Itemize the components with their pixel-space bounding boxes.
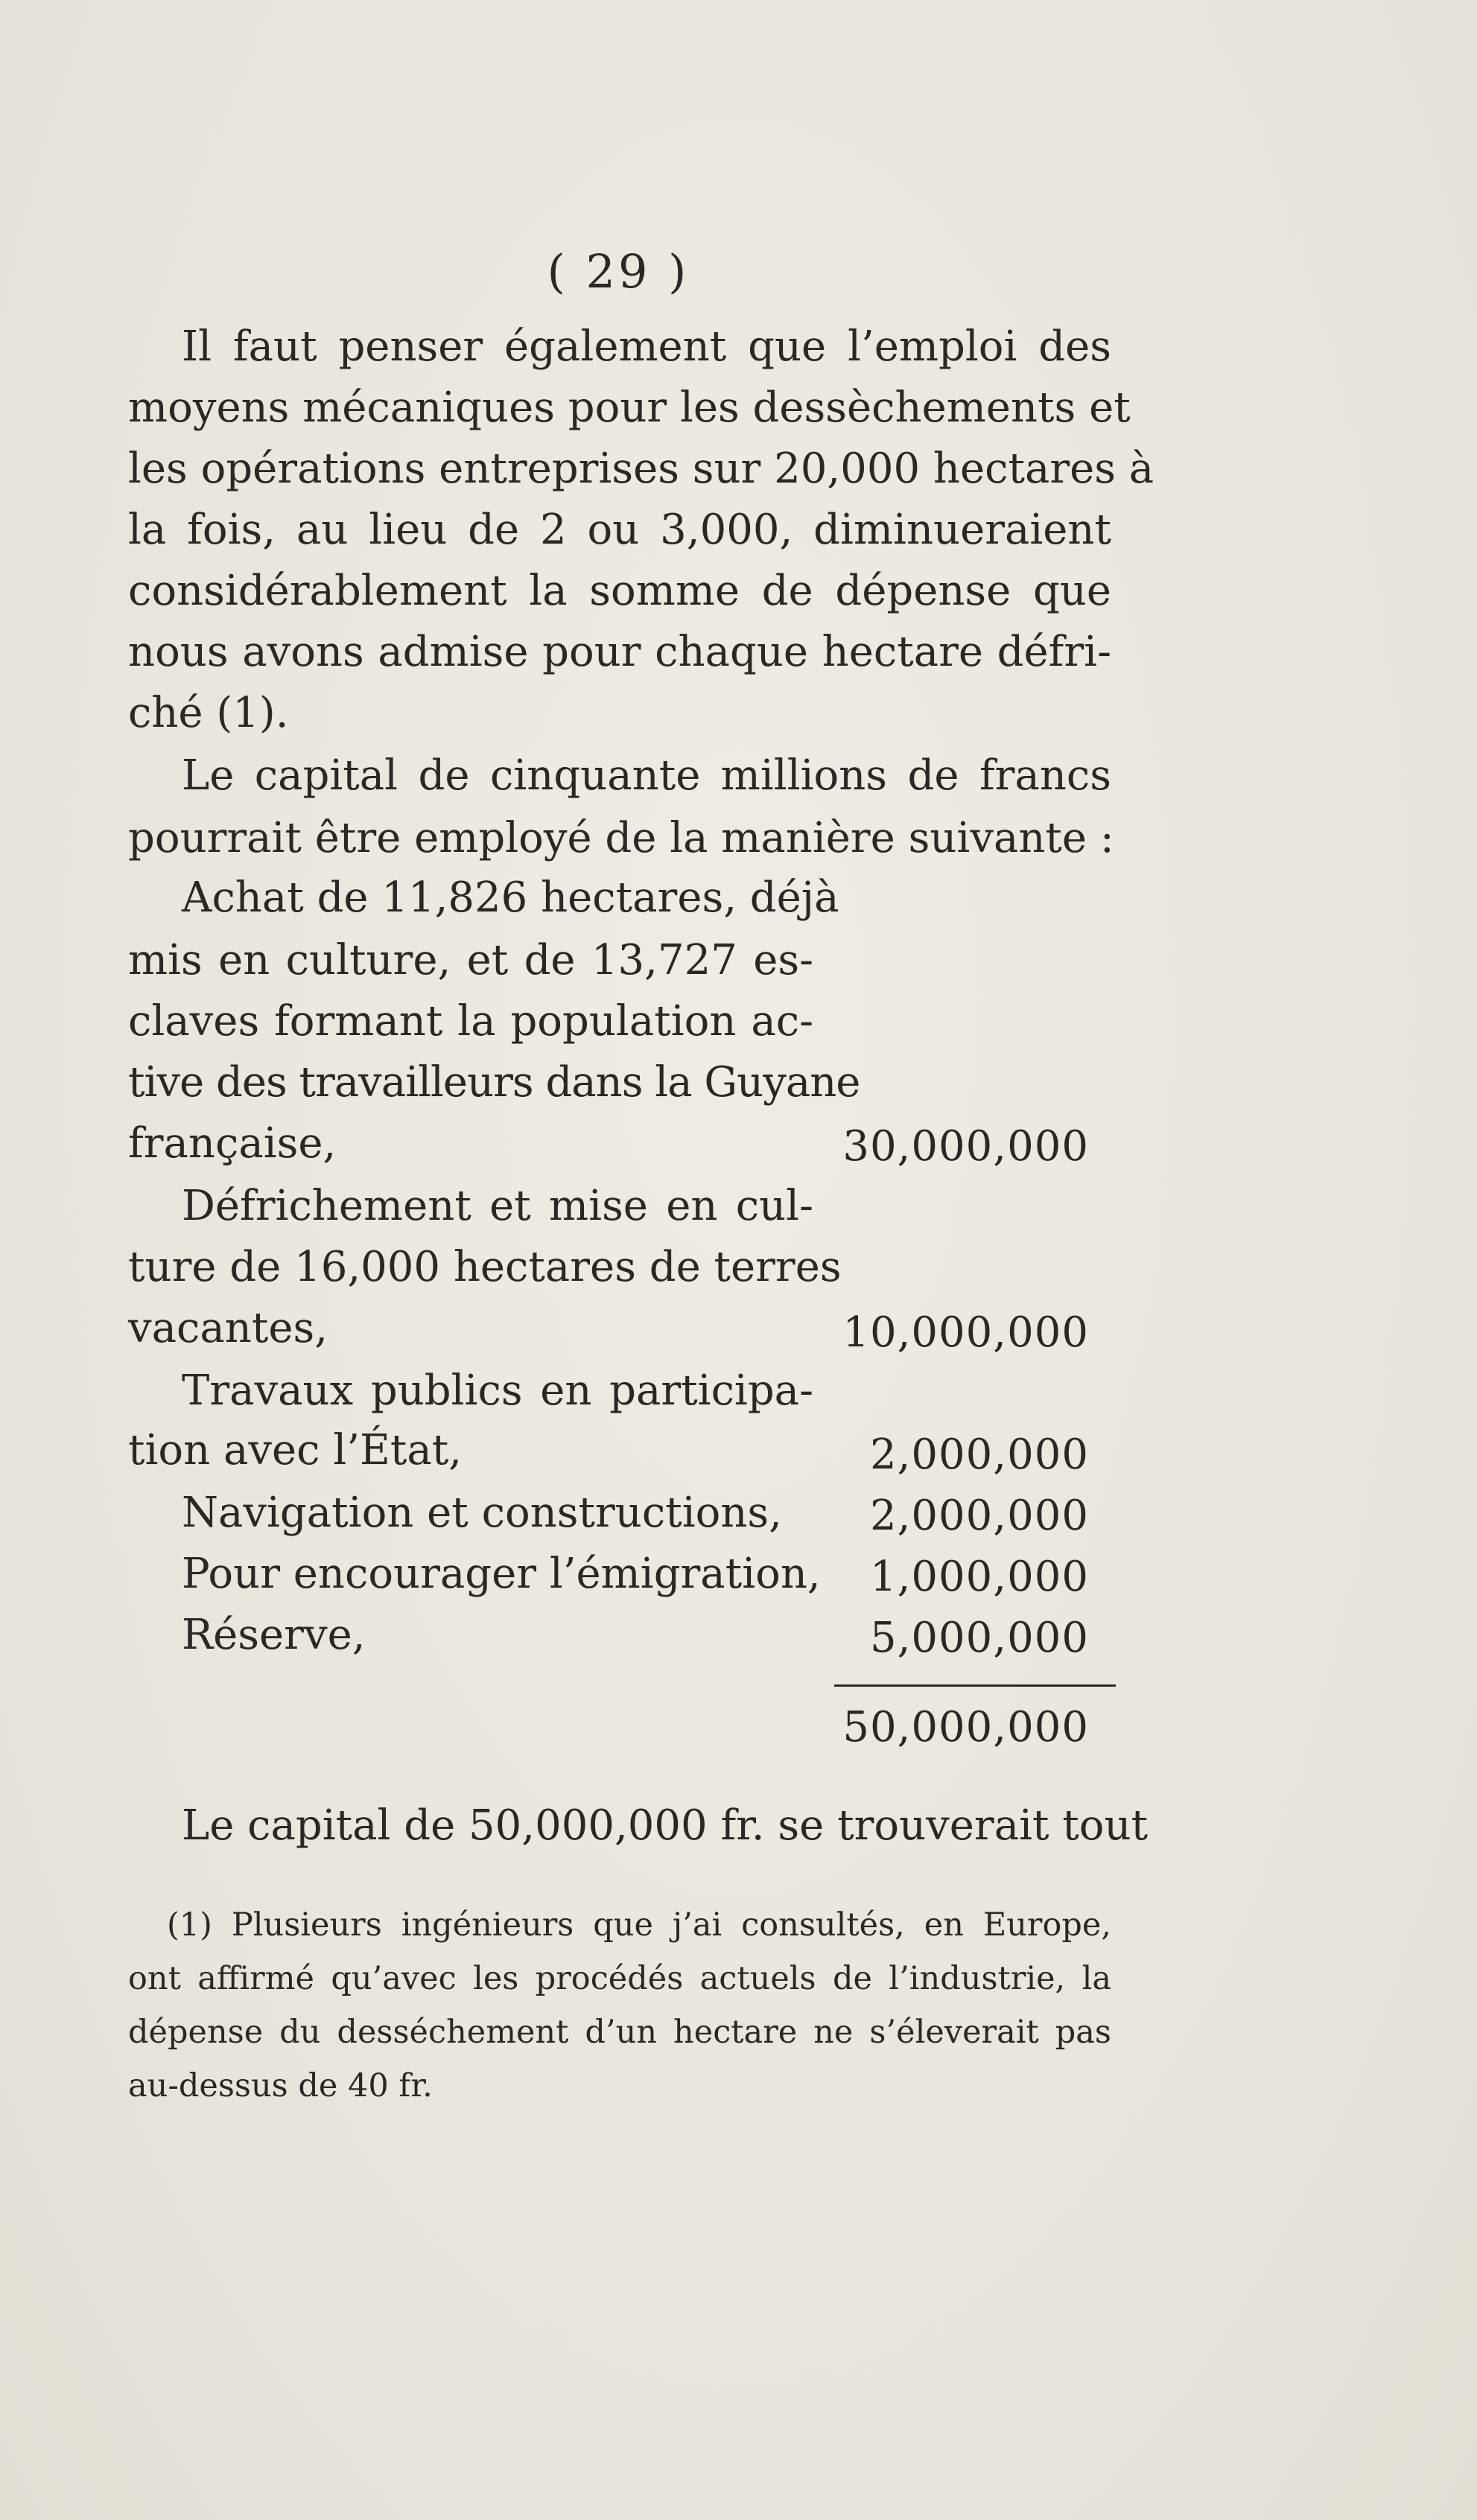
list-item-line: vacantes,: [128, 1304, 328, 1352]
footnote-line: ont affirmé qu’avec les procédés actuels de l’industrie, la: [128, 1960, 1111, 1997]
footnote-line: au-dessus de 40 fr.: [128, 2067, 433, 2104]
sum-rule: [834, 1684, 1116, 1687]
text-line: nous avons admise pour chaque hectare défri-: [128, 628, 1111, 676]
list-item-line: claves formant la population ac-: [128, 997, 813, 1046]
text-line: Le capital de 50,000,000 fr. se trouverait tout: [182, 1801, 1149, 1850]
text-line: la fois, au lieu de 2 ou 3,000, diminueraient: [128, 506, 1111, 554]
list-item-line: Défrichement et mise en cul-: [182, 1182, 813, 1230]
list-item-line: tive des travailleurs dans la Guyane: [128, 1058, 860, 1107]
text-line: Il faut penser également que l’emploi des: [182, 322, 1111, 371]
list-item-line: Réserve,: [182, 1611, 366, 1659]
footnote-line: (1) Plusieurs ingénieurs que j’ai consultés, en Europe,: [167, 1906, 1111, 1944]
page-number: ( 29 ): [547, 244, 690, 299]
list-item-line: mis en culture, et de 13,727 es-: [128, 936, 813, 984]
list-item-line: Travaux publics en participa-: [182, 1366, 813, 1415]
total-amount: 50,000,000: [842, 1703, 1089, 1751]
item-amount: 2,000,000: [869, 1492, 1089, 1540]
item-amount: 1,000,000: [869, 1553, 1089, 1601]
list-item-line: tion avec l’État,: [128, 1426, 463, 1474]
list-item-line: Navigation et constructions,: [182, 1489, 782, 1537]
item-amount: 10,000,000: [842, 1308, 1089, 1357]
item-amount: 30,000,000: [842, 1122, 1089, 1171]
text-line: pourrait être employé de la manière suivante :: [128, 814, 1114, 862]
text-line: moyens mécaniques pour les dessèchements et: [128, 384, 1131, 432]
footnote-line: dépense du desséchement d’un hectare ne s’éleverait pas: [128, 2014, 1111, 2051]
list-item-line: ture de 16,000 hectares de terres: [128, 1243, 842, 1291]
text-line: les opérations entreprises sur 20,000 hectares à: [128, 445, 1154, 493]
list-item-line: Pour encourager l’émigration,: [182, 1550, 821, 1598]
item-amount: 5,000,000: [869, 1614, 1089, 1662]
item-amount: 2,000,000: [869, 1431, 1089, 1479]
list-item-line: française,: [128, 1119, 337, 1168]
text-line: Le capital de cinquante millions de francs: [182, 751, 1111, 800]
text-line: ché (1).: [128, 689, 289, 737]
list-item-line: Achat de 11,826 hectares, déjà: [182, 874, 839, 922]
text-line: considérablement la somme de dépense que: [128, 567, 1111, 615]
